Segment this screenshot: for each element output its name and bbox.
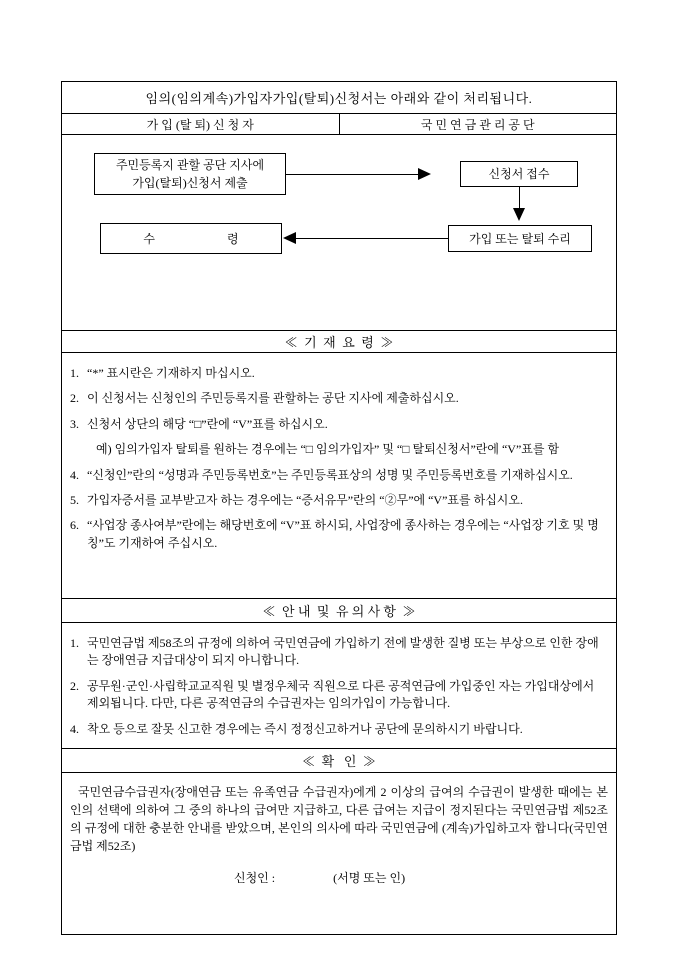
item-text: “신청인”란의 “성명과 주민등록번호”는 주민등록표상의 성명 및 주민등록번호를 기재하십시오. (87, 467, 573, 482)
item-example-text: 예) 임의가입자 탈퇴를 원하는 경우에는 “□ 임의가입자” 및 “□ 탈퇴신청서”란에 “V”표를 함 (96, 442, 560, 457)
process-flowchart (62, 135, 616, 331)
list-item (70, 390, 608, 407)
submit-application-box (94, 153, 286, 195)
list-item (70, 416, 608, 433)
list-item (70, 517, 608, 552)
section-header-confirm: ≪ 확 인 ≫ (62, 749, 616, 773)
item-text: 국민연금법 제58조의 규정에 의하여 국민연금에 가입하기 전에 발생한 질병 또는 부상으로 인한 장애는 장애연금 지급대상이 되지 아니합니다. (87, 636, 599, 668)
flow-connector-right (286, 174, 418, 175)
item-number: 1. (70, 636, 79, 650)
item-number: 6. (70, 518, 79, 533)
notice-list (62, 623, 616, 749)
item-text: 신청서 상단의 해당 “□”란에 “V”표를 하십시오. (87, 416, 328, 431)
receive-application-box: 신청서 접수 (460, 161, 578, 187)
accept-withdrawal-box: 가입 또는 탈퇴 수리 (448, 225, 592, 252)
list-item (70, 721, 608, 738)
submit-box-line1: 주민등록지 관할 공단 지사에 (115, 158, 265, 172)
item-number: 4. (70, 721, 79, 736)
flow-connector-down (519, 187, 520, 209)
arrow-left-icon (283, 232, 296, 244)
form-title: 임의(임의계속)가입자가입(탈퇴)신청서는 아래와 같이 처리됩니다. (62, 82, 616, 114)
flow-column-headers (62, 114, 616, 135)
list-item (70, 467, 608, 484)
item-text: 이 신청서는 신청인의 주민등록지를 관할하는 공단 지사에 제출하십시오. (87, 391, 459, 406)
item-number: 5. (70, 492, 79, 507)
corporation-column-header: 국 민 연 금 관 리 공 단 (420, 117, 535, 132)
list-item (70, 678, 608, 713)
list-item (70, 492, 608, 509)
arrow-right-icon (418, 168, 431, 180)
submit-box-line2: 가입(탈퇴)신청서 제출 (132, 176, 248, 190)
signature-row (70, 869, 608, 886)
item-number: 1. (70, 366, 79, 380)
flow-connector-left (296, 238, 448, 239)
arrow-down-icon (513, 208, 525, 221)
item-text: “사업장 종사여부”란에는 해당번호에 “V”표 하시되, 사업장에 종사하는 경우에는 “사업장 기호 및 명칭”도 기재하여 주십시오. (87, 518, 599, 550)
signature-or-seal-note: (서명 또는 인) (333, 871, 406, 885)
applicant-label: 신청인 : (234, 871, 276, 885)
application-guide-form (61, 81, 617, 935)
item-text: 착오 등으로 잘못 신고한 경우에는 즉시 정정신고하거나 공단에 문의하시기 바랍니다. (87, 721, 523, 736)
list-item (70, 635, 608, 670)
applicant-column-header: 가 입 (탈 퇴) 신 청 자 (62, 114, 340, 134)
item-text: 가입자증서를 교부받고자 하는 경우에는 “증서유무”란의 “②무”에 “V”표를 하십시오. (87, 492, 523, 507)
receipt-box: 수 령 (100, 223, 282, 254)
list-item (70, 365, 608, 382)
item-number: 2. (70, 678, 79, 693)
item-number: 3. (70, 416, 79, 431)
item-number: 2. (70, 391, 79, 406)
section-header-notice: ≪ 안 내 및 유 의 사 항 ≫ (62, 599, 616, 623)
section-header-guide: ≪ 기 재 요 령 ≫ (62, 331, 616, 353)
guide-list (62, 353, 616, 599)
item-number: 4. (70, 467, 79, 482)
confirmation-statement: 국민연금수급권자(장애연금 또는 유족연금 수급권자)에게 2 이상의 급여의 수급권이 발생한 때에는 본인의 선택에 의하여 그 중의 하나의 급여만 지급하고, 다른 급여는 지급이 정지된다는 국민연금법 제52조의 규정에 대한 충분한 안내를 받았으며, 본인의 의사에 따라 국민연금에 (계속)가입하고자 합니다(국민연금법 제52조) (70, 785, 608, 853)
confirmation-section (62, 773, 616, 886)
item-text: 공무원·군인·사립학교교직원 및 별정우체국 직원으로 다른 공적연금에 가입중인 자는 가입대상에서 제외됩니다. 다만, 다른 공적연금의 수급권자는 임의가입이 가능합니다. (87, 678, 595, 711)
item-text: “*” 표시란은 기재하지 마십시오. (87, 366, 255, 380)
